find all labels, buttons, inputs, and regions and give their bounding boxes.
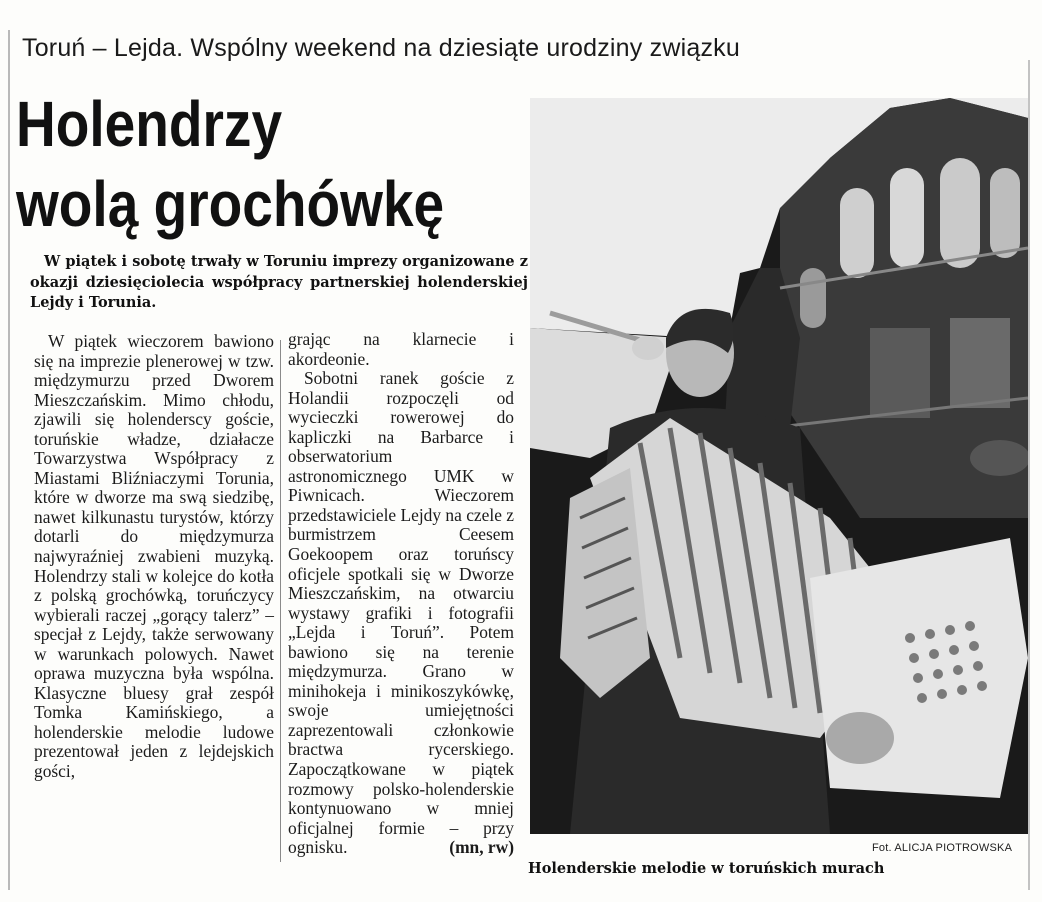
article-kicker: Toruń – Lejda. Wspólny weekend na dziesiąte urodziny związku	[22, 34, 740, 62]
body-column-right	[288, 330, 514, 858]
photo-illustration	[530, 98, 1028, 834]
photo-credit: Fot. ALICJA PIOTROWSKA	[872, 842, 1013, 854]
body-paragraph-continuation: grając na klarnecie i akordeonie.	[288, 329, 514, 369]
accordion-player-photo	[530, 98, 1028, 834]
author-signature: (mn, rw)	[449, 837, 514, 858]
photo-caption: Holenderskie melodie w toruńskich murach	[528, 860, 885, 877]
column-divider	[280, 340, 281, 862]
body-paragraph-saturday-text: Sobotni ranek goście z Holandii rozpoczęli od wycieczki rowerowej do kapliczki na Barbarce i obserwatorium astronomicznego UMK w Piwnicach. Wieczorem przedstawiciele Lejdy na czele z burmistrzem Ceesem Goekoopem oraz toruńscy oficjele spotkali się w Dworze Mieszczańskim, na otwarciu wystawy grafiki i fotografii „Lejda i Toruń”. Potem bawiono się na terenie międzymurza. Grano w minihokeja i minikoszykówkę, swoje umiejętności zaprezentowali członkowie bractwa rycerskiego. Zapoczątkowane w piątek rozmowy polsko-holenderskie kontynuowano w mniej oficjalnej formie – przy ognisku.	[288, 368, 514, 858]
headline-line-2: wolą grochówkę	[16, 168, 445, 240]
headline-line-1: Holendrzy	[16, 88, 283, 160]
scan-edge-left	[8, 30, 10, 890]
body-paragraph-saturday	[288, 369, 514, 858]
article-lead: W piątek i sobotę trwały w Toruniu imprezy organizowane z okazji dziesięciolecia współpracy partnerskiej holenderskiej Lejdy i Torunia.	[30, 253, 528, 311]
article-headline	[16, 84, 444, 244]
scan-edge-right	[1028, 60, 1030, 890]
body-column-left: W piątek wieczorem bawiono się na imprezie plenerowej w tzw. międzymurzu przed Dworem Mieszczańskim. Mimo chłodu, zjawili się holenderscy goście, toruńskie władze, działacze Towarzystwa Współpracy z Miastami Bliźniaczymi Torunia, które w dworze ma swą siedzibę, nawet kilkunastu turystów, którzy dotarli do międzymurza najwyraźniej zwabieni muzyką. Holendrzy stali w kolejce do kotła z polską grochówką, toruńczycy wybierali raczej „gorący talerz” – specjał z Lejdy, także serwowany w warunkach polowych. Nawet oprawa muzyczna była wspólna. Klasyczne bluesy grał zespół Tomka Kamińskiego, a holenderskie melodie ludowe prezentował jeden z lejdejskich gości,	[34, 331, 274, 782]
